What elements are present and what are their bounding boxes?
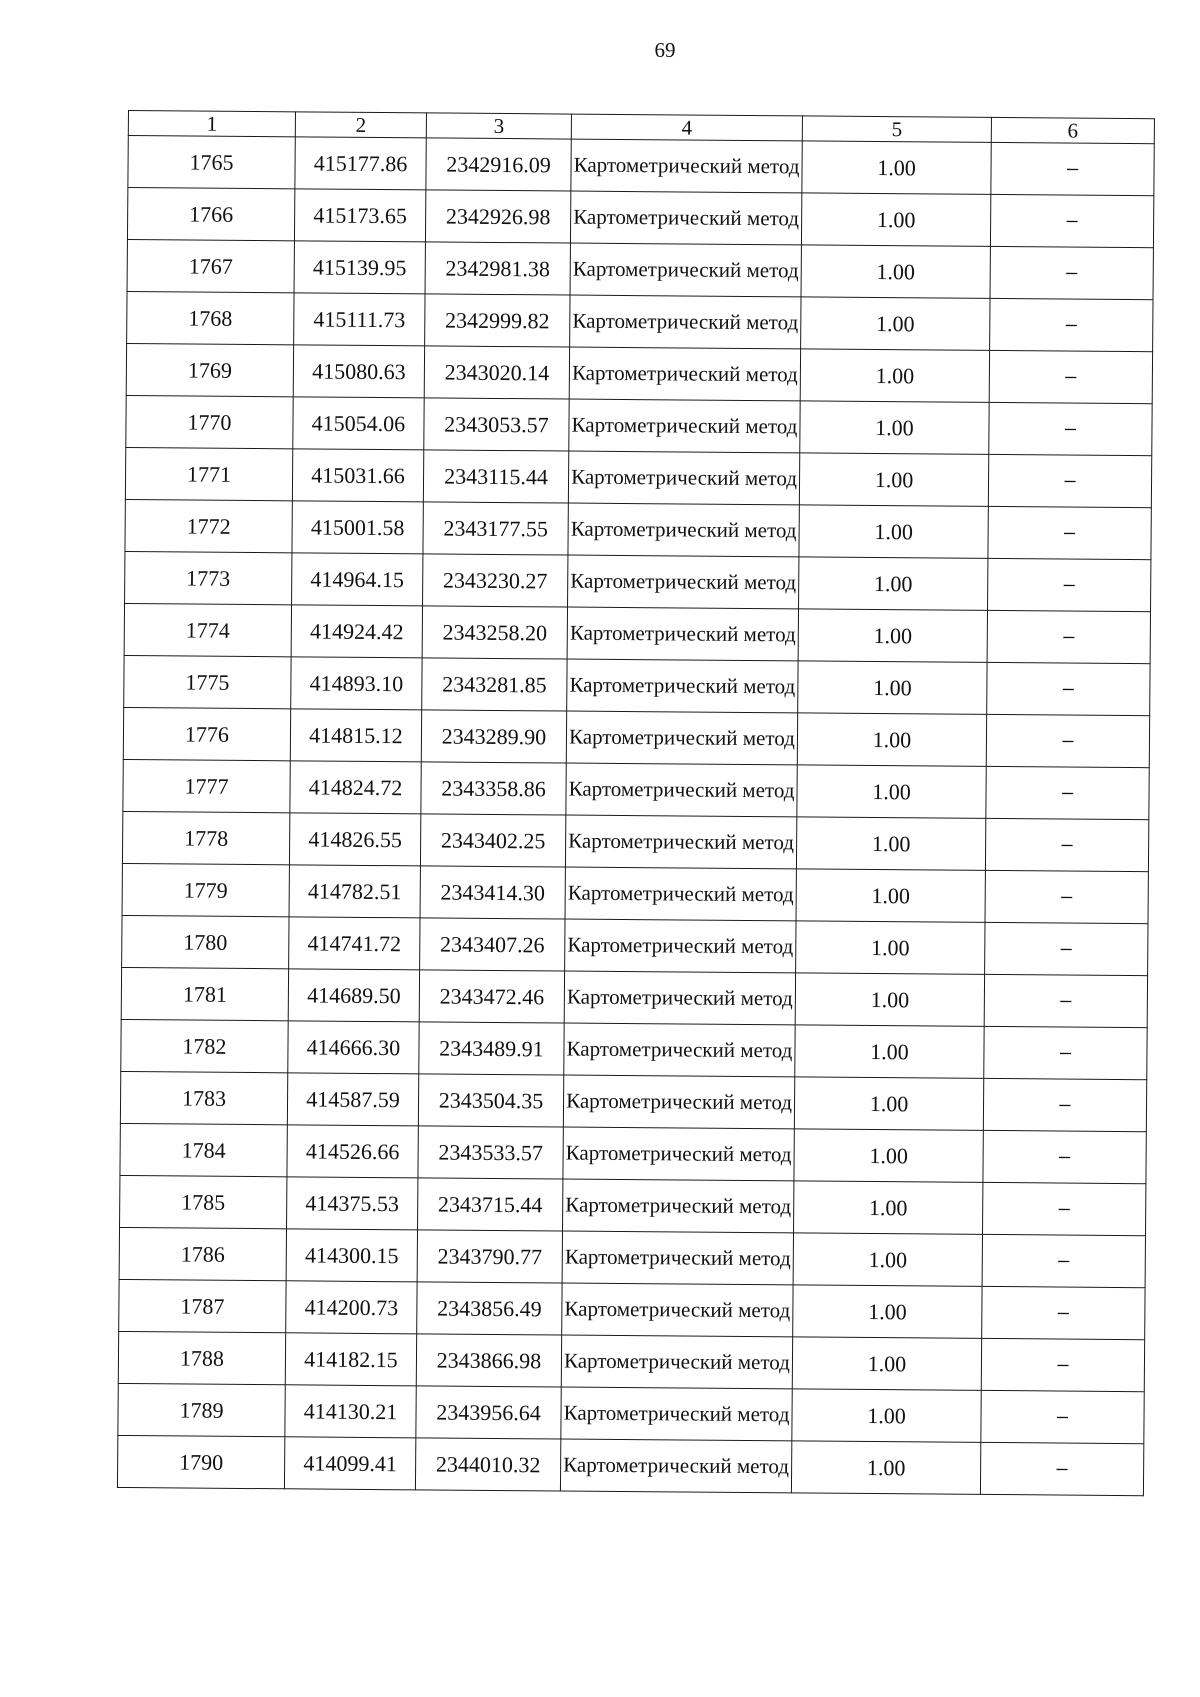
accuracy-cell: 1.00	[793, 1233, 982, 1287]
x-coordinate-cell: 415173.65	[294, 189, 425, 242]
table-row	[122, 811, 1148, 871]
table-row	[118, 1331, 1144, 1391]
table-row	[128, 136, 1154, 196]
point-number-cell: 1766	[127, 188, 294, 241]
point-number-cell: 1774	[124, 603, 291, 656]
table-row	[126, 343, 1152, 403]
x-coordinate-cell: 414782.51	[289, 865, 420, 918]
accuracy-cell: 1.00	[798, 609, 987, 663]
method-cell: Картометрический метод	[570, 295, 801, 349]
y-coordinate-cell: 2342916.09	[426, 138, 571, 191]
point-number-cell: 1786	[119, 1227, 286, 1280]
point-number-cell: 1771	[125, 447, 292, 500]
description-cell: –	[983, 1078, 1146, 1131]
x-coordinate-cell: 414526.66	[287, 1125, 418, 1178]
accuracy-cell: 1.00	[797, 765, 986, 819]
point-number-cell: 1789	[118, 1383, 285, 1436]
y-coordinate-cell: 2343258.20	[422, 606, 567, 659]
accuracy-cell: 1.00	[796, 921, 985, 975]
table-row	[123, 707, 1149, 767]
method-cell: Картометрический метод	[565, 815, 796, 869]
point-number-cell: 1769	[126, 343, 293, 396]
x-coordinate-cell: 414815.12	[290, 709, 421, 762]
description-cell: –	[983, 1182, 1146, 1235]
method-cell: Картометрический метод	[567, 607, 798, 661]
y-coordinate-cell: 2343715.44	[418, 1178, 563, 1231]
x-coordinate-cell: 415139.95	[294, 241, 425, 294]
description-cell: –	[983, 1130, 1146, 1183]
x-coordinate-cell: 414826.55	[289, 813, 420, 866]
table-row	[118, 1383, 1144, 1443]
y-coordinate-cell: 2343856.49	[417, 1282, 562, 1335]
accuracy-cell: 1.00	[797, 713, 986, 767]
x-coordinate-cell: 414964.15	[292, 553, 423, 606]
table-row	[127, 188, 1153, 248]
x-coordinate-cell: 415177.86	[295, 137, 426, 190]
y-coordinate-cell: 2344010.32	[415, 1438, 560, 1491]
point-number-cell: 1765	[128, 136, 295, 189]
point-number-cell: 1773	[125, 551, 292, 604]
point-number-cell: 1785	[120, 1175, 287, 1228]
description-cell: –	[981, 1390, 1144, 1443]
y-coordinate-cell: 2342999.82	[425, 294, 570, 347]
point-number-cell: 1787	[119, 1279, 286, 1332]
table-row	[123, 759, 1149, 819]
y-coordinate-cell: 2343407.26	[420, 918, 565, 971]
method-cell: Картометрический метод	[562, 1283, 793, 1337]
table-row	[119, 1227, 1145, 1287]
point-number-cell: 1782	[121, 1019, 288, 1072]
y-coordinate-cell: 2343358.86	[421, 762, 566, 815]
y-coordinate-cell: 2343402.25	[420, 814, 565, 867]
description-cell: –	[988, 506, 1151, 559]
accuracy-cell: 1.00	[801, 193, 990, 247]
accuracy-cell: 1.00	[796, 869, 985, 923]
point-number-cell: 1767	[127, 239, 294, 292]
description-cell: –	[985, 870, 1148, 923]
y-coordinate-cell: 2343956.64	[416, 1386, 561, 1439]
accuracy-cell: 1.00	[801, 245, 990, 299]
table-row	[121, 967, 1147, 1027]
description-cell: –	[989, 402, 1152, 455]
point-number-cell: 1780	[122, 915, 289, 968]
description-cell: –	[987, 662, 1150, 715]
point-number-cell: 1790	[117, 1435, 284, 1488]
x-coordinate-cell: 414182.15	[285, 1333, 416, 1386]
table-row	[122, 863, 1148, 923]
description-cell: –	[988, 454, 1151, 507]
table-row	[127, 239, 1153, 299]
table-row	[117, 1435, 1143, 1495]
table-row	[121, 1019, 1147, 1079]
column-header-6: 6	[991, 117, 1154, 143]
y-coordinate-cell: 2343504.35	[418, 1074, 563, 1127]
method-cell: Картометрический метод	[561, 1387, 792, 1441]
x-coordinate-cell: 415001.58	[292, 501, 423, 554]
description-cell: –	[991, 142, 1154, 195]
y-coordinate-cell: 2343053.57	[424, 398, 569, 451]
x-coordinate-cell: 415054.06	[293, 397, 424, 450]
x-coordinate-cell: 414924.42	[291, 605, 422, 658]
accuracy-cell: 1.00	[794, 1181, 983, 1235]
x-coordinate-cell: 414300.15	[286, 1229, 417, 1282]
method-cell: Картометрический метод	[569, 347, 800, 401]
y-coordinate-cell: 2343533.57	[418, 1126, 563, 1179]
description-cell: –	[980, 1442, 1143, 1495]
accuracy-cell: 1.00	[794, 1077, 983, 1131]
accuracy-cell: 1.00	[802, 141, 991, 195]
x-coordinate-cell: 414689.50	[288, 969, 419, 1022]
accuracy-cell: 1.00	[799, 557, 988, 611]
method-cell: Картометрический метод	[563, 1127, 794, 1181]
description-cell: –	[985, 922, 1148, 975]
y-coordinate-cell: 2343489.91	[419, 1022, 564, 1075]
table-row	[125, 447, 1151, 507]
table-row	[125, 551, 1151, 611]
description-cell: –	[990, 298, 1153, 351]
x-coordinate-cell: 414893.10	[291, 657, 422, 710]
y-coordinate-cell: 2343472.46	[419, 970, 564, 1023]
y-coordinate-cell: 2343177.55	[423, 502, 568, 555]
y-coordinate-cell: 2343289.90	[421, 710, 566, 763]
page-number: 69	[654, 38, 676, 62]
point-number-cell: 1776	[123, 707, 290, 760]
method-cell: Картометрический метод	[565, 867, 796, 921]
point-number-cell: 1778	[122, 811, 289, 864]
method-cell: Картометрический метод	[570, 191, 801, 245]
method-cell: Картометрический метод	[564, 971, 795, 1025]
coordinates-table	[117, 110, 1155, 1496]
y-coordinate-cell: 2343281.85	[422, 658, 567, 711]
table-row	[119, 1279, 1145, 1339]
accuracy-cell: 1.00	[795, 1025, 984, 1079]
description-cell: –	[990, 194, 1153, 247]
method-cell: Картометрический метод	[566, 711, 797, 765]
x-coordinate-cell: 414200.73	[286, 1281, 417, 1334]
table-row	[124, 603, 1150, 663]
method-cell: Картометрический метод	[568, 503, 799, 557]
x-coordinate-cell: 414375.53	[287, 1177, 418, 1230]
x-coordinate-cell: 414824.72	[290, 761, 421, 814]
description-cell: –	[981, 1338, 1144, 1391]
accuracy-cell: 1.00	[795, 973, 984, 1027]
y-coordinate-cell: 2342981.38	[425, 242, 570, 295]
method-cell: Картометрический метод	[565, 919, 796, 973]
point-number-cell: 1788	[118, 1331, 285, 1384]
description-cell: –	[990, 246, 1153, 299]
accuracy-cell: 1.00	[799, 505, 988, 559]
method-cell: Картометрический метод	[568, 555, 799, 609]
point-number-cell: 1781	[121, 967, 288, 1020]
description-cell: –	[988, 558, 1151, 611]
point-number-cell: 1768	[127, 291, 294, 344]
table-row	[120, 1175, 1146, 1235]
method-cell: Картометрический метод	[560, 1439, 791, 1493]
x-coordinate-cell: 415031.66	[292, 449, 423, 502]
accuracy-cell: 1.00	[800, 349, 989, 403]
table-row	[127, 291, 1153, 351]
x-coordinate-cell: 414130.21	[285, 1385, 416, 1438]
table-row	[126, 395, 1152, 455]
method-cell: Картометрический метод	[562, 1231, 793, 1285]
point-number-cell: 1775	[124, 655, 291, 708]
point-number-cell: 1777	[123, 759, 290, 812]
description-cell: –	[986, 714, 1149, 767]
column-header-5: 5	[802, 116, 991, 143]
description-cell: –	[982, 1286, 1145, 1339]
method-cell: Картометрический метод	[561, 1335, 792, 1389]
method-cell: Картометрический метод	[563, 1179, 794, 1233]
column-header-2: 2	[295, 112, 426, 138]
accuracy-cell: 1.00	[799, 453, 988, 507]
accuracy-cell: 1.00	[793, 1285, 982, 1339]
description-cell: –	[987, 610, 1150, 663]
accuracy-cell: 1.00	[792, 1389, 981, 1443]
method-cell: Картометрический метод	[563, 1075, 794, 1129]
description-cell: –	[984, 1026, 1147, 1079]
column-header-3: 3	[426, 113, 571, 139]
y-coordinate-cell: 2343790.77	[417, 1230, 562, 1283]
y-coordinate-cell: 2343414.30	[420, 866, 565, 919]
description-cell: –	[984, 974, 1147, 1027]
table-row	[122, 915, 1148, 975]
column-header-4: 4	[571, 114, 802, 141]
accuracy-cell: 1.00	[800, 401, 989, 455]
x-coordinate-cell: 414099.41	[284, 1437, 415, 1490]
method-cell: Картометрический метод	[566, 763, 797, 817]
x-coordinate-cell: 415080.63	[293, 345, 424, 398]
description-cell: –	[986, 766, 1149, 819]
table-row	[124, 655, 1150, 715]
method-cell: Картометрический метод	[571, 139, 802, 193]
point-number-cell: 1783	[120, 1071, 287, 1124]
x-coordinate-cell: 415111.73	[294, 293, 425, 346]
point-number-cell: 1779	[122, 863, 289, 916]
y-coordinate-cell: 2343866.98	[416, 1334, 561, 1387]
description-cell: –	[982, 1234, 1145, 1287]
accuracy-cell: 1.00	[792, 1337, 981, 1391]
method-cell: Картометрический метод	[564, 1023, 795, 1077]
description-cell: –	[989, 350, 1152, 403]
point-number-cell: 1770	[126, 395, 293, 448]
x-coordinate-cell: 414587.59	[287, 1073, 418, 1126]
accuracy-cell: 1.00	[796, 817, 985, 871]
table-row	[120, 1071, 1146, 1131]
y-coordinate-cell: 2343020.14	[424, 346, 569, 399]
accuracy-cell: 1.00	[801, 297, 990, 351]
accuracy-cell: 1.00	[798, 661, 987, 715]
description-cell: –	[985, 818, 1148, 871]
y-coordinate-cell: 2343115.44	[423, 450, 568, 503]
accuracy-cell: 1.00	[794, 1129, 983, 1183]
point-number-cell: 1784	[120, 1123, 287, 1176]
accuracy-cell: 1.00	[791, 1441, 980, 1495]
y-coordinate-cell: 2343230.27	[423, 554, 568, 607]
y-coordinate-cell: 2342926.98	[425, 190, 570, 243]
column-header-1: 1	[128, 111, 295, 137]
method-cell: Картометрический метод	[569, 399, 800, 453]
point-number-cell: 1772	[125, 499, 292, 552]
method-cell: Картометрический метод	[570, 243, 801, 297]
x-coordinate-cell: 414666.30	[288, 1021, 419, 1074]
method-cell: Картометрический метод	[567, 659, 798, 713]
table-row	[120, 1123, 1146, 1183]
table-body	[117, 136, 1154, 1496]
method-cell: Картометрический метод	[568, 451, 799, 505]
table-row	[125, 499, 1151, 559]
x-coordinate-cell: 414741.72	[289, 917, 420, 970]
